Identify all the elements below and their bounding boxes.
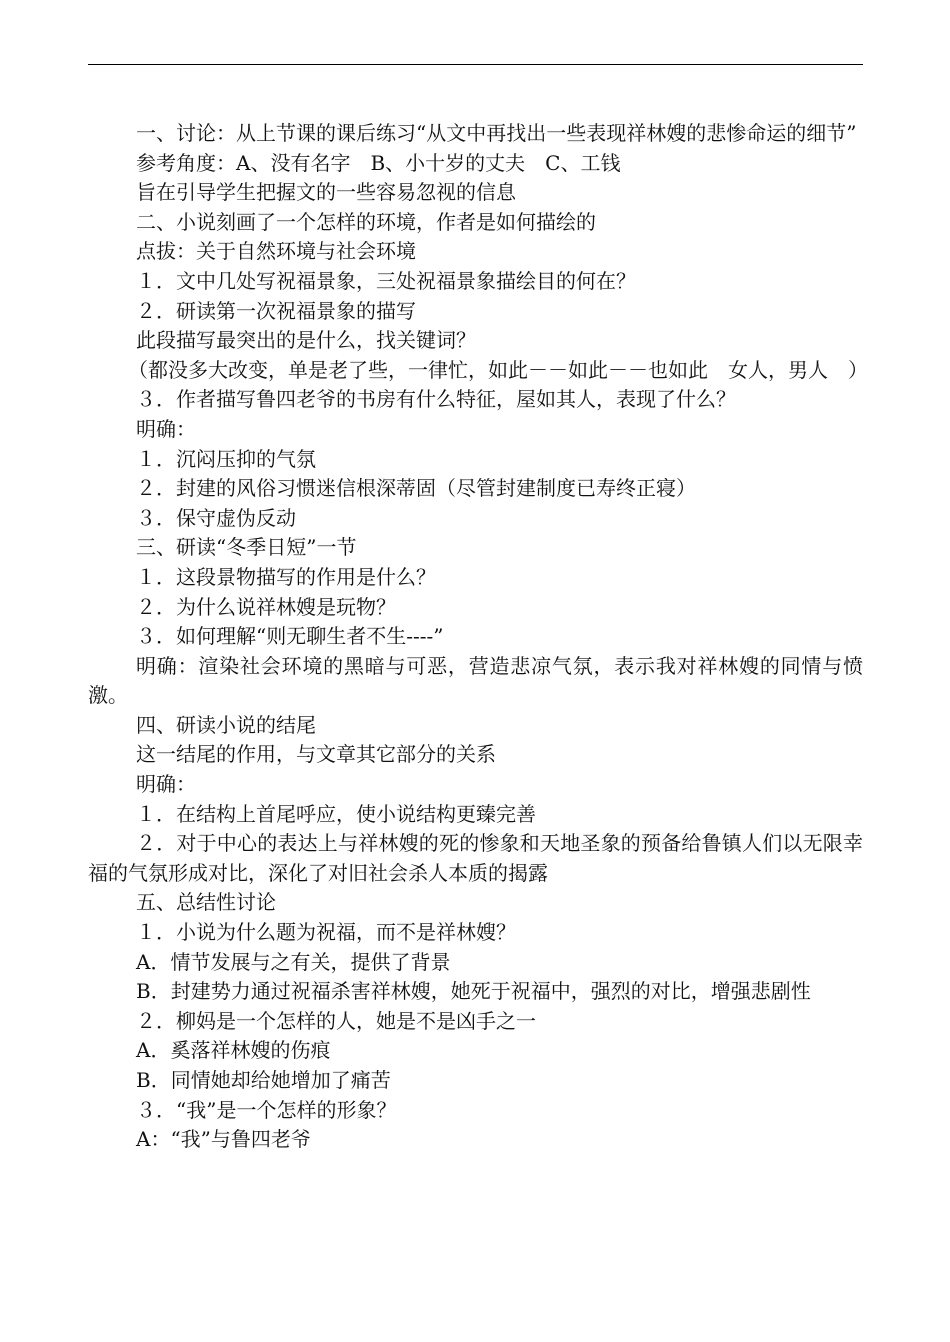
list-item: ２．封建的风俗习惯迷信根深蒂固（尽管封建制度已寿终正寝）	[136, 476, 696, 501]
paragraph-answer: 明确：渲染社会环境的黑暗与可恶，营造悲凉气氛，表示我对祥林嫂的同情与愤激。	[88, 653, 863, 708]
list-item: ２．为什么说祥林嫂是玩物？	[136, 594, 396, 619]
list-item: A．奚落祥林嫂的伤痕	[136, 1038, 331, 1063]
list-item: ３．作者描写鲁四老爷的书房有什么特征，屋如其人，表现了什么？	[136, 387, 736, 412]
list-item: ３．保守虚伪反动	[136, 505, 296, 530]
document-body	[88, 119, 868, 1155]
header-rule	[88, 64, 863, 65]
section-heading: 二、小说刻画了一个怎样的环境，作者是如何描绘的	[136, 209, 596, 234]
text-line: 明确：	[136, 416, 196, 441]
text-line: 旨在引导学生把握文的一些容易忽视的信息	[136, 180, 516, 205]
list-item: １．小说为什么题为祝福，而不是祥林嫂？	[136, 920, 516, 945]
text-line: 参考角度：A、没有名字 B、小十岁的丈夫 C、工钱	[136, 150, 621, 175]
list-item: B．同情她却给她增加了痛苦	[136, 1068, 391, 1092]
list-item: A．情节发展与之有关，提供了背景	[136, 949, 451, 974]
paragraph-keywords: （都没多大改变，单是老了些，一律忙，如此－－如此－－也如此 女人，男人 ）	[128, 357, 868, 382]
list-item: １．在结构上首尾呼应，使小说结构更臻完善	[136, 801, 536, 826]
list-item: ２．研读第一次祝福景象的描写	[136, 298, 416, 323]
section-heading: 五、总结性讨论	[136, 890, 276, 915]
text-line: 明确：	[136, 772, 196, 797]
list-item: ３．“我”是一个怎样的形象？	[136, 1097, 397, 1122]
text-line: 此段描写最突出的是什么，找关键词？	[136, 328, 476, 353]
list-item: A：“我”与鲁四老爷	[136, 1127, 311, 1152]
section-heading: 四、研读小说的结尾	[136, 712, 316, 737]
paragraph-contrast: ２．对于中心的表达上与祥林嫂的死的惨象和天地圣象的预备给鲁镇人们以无限幸福的气氛形成对比，深化了对旧社会杀人本质的揭露	[88, 831, 863, 885]
list-item: ２．柳妈是一个怎样的人，她是不是凶手之一	[136, 1008, 536, 1033]
list-item: １．这段景物描写的作用是什么？	[136, 564, 436, 589]
section-heading: 三、研读“冬季日短”一节	[136, 535, 357, 560]
text-line: 这一结尾的作用，与文章其它部分的关系	[136, 742, 496, 767]
text-line: 点拔：关于自然环境与社会环境	[136, 239, 416, 264]
list-item: B．封建势力通过祝福杀害祥林嫂，她死于祝福中，强烈的对比，增强悲剧性	[136, 979, 811, 1004]
list-item: １．沉闷压抑的气氛	[136, 446, 316, 471]
list-item: １．文中几处写祝福景象，三处祝福景象描绘目的何在？	[136, 268, 636, 293]
paragraph-discussion-1: 一、讨论：从上节课的课后练习“从文中再找出一些表现祥林嫂的悲惨命运的细节”	[136, 121, 857, 145]
list-item: ３．如何理解“则无聊生者不生----”	[136, 624, 444, 649]
